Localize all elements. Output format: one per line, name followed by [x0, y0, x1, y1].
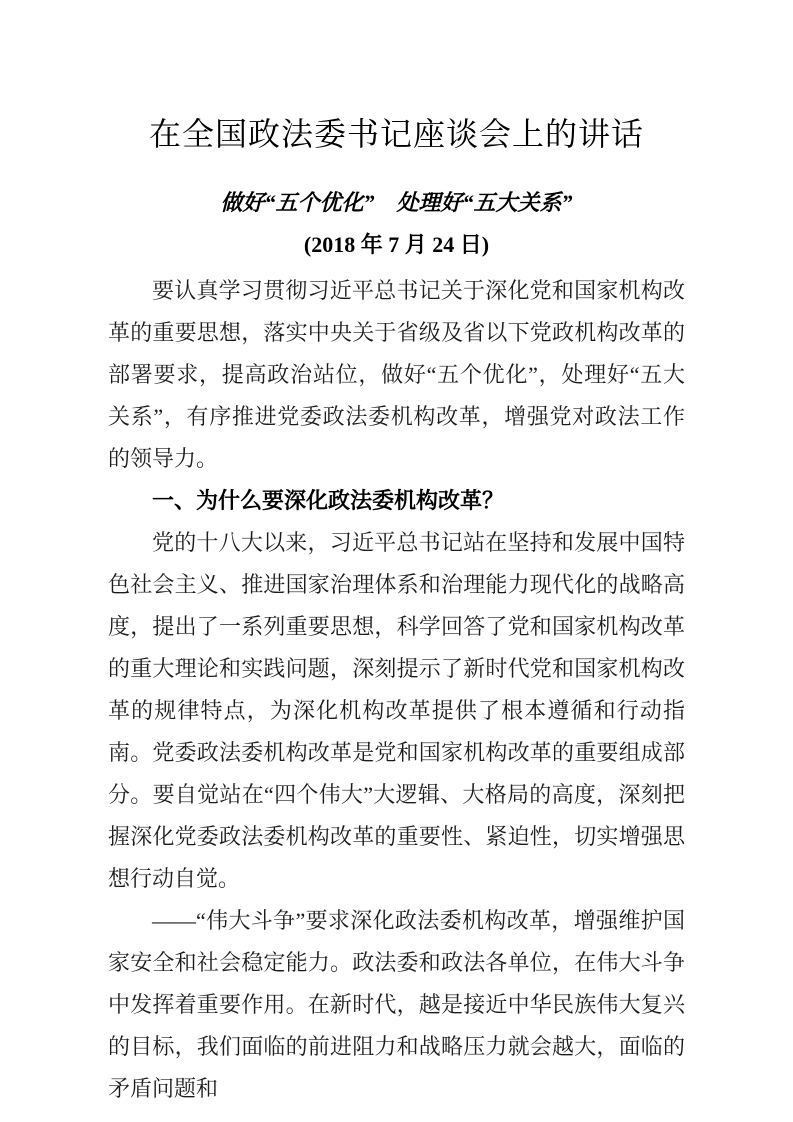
- section-1-heading: 一、为什么要深化政法委机构改革？: [152, 488, 505, 513]
- document-body: [108, 270, 685, 1110]
- intro-paragraph: 要认真学习贯彻习近平总书记关于深化党和国家机构改革的重要思想，落实中央关于省级及省以下党政机构改革的部署要求，提高政治站位，做好“五个优化”，处理好“五大关系”，有序推进党委政法委机构改革，增强党对政法工作的领导力。: [108, 278, 685, 471]
- document-date: (2018 年 7 月 24 日): [303, 232, 490, 257]
- document-title: 在全国政法委书记座谈会上的讲话: [148, 116, 644, 152]
- document-subtitle: 做好“五个优化” 处理好“五大关系”: [220, 190, 573, 215]
- section-1-paragraph-1: 党的十八大以来，习近平总书记站在坚持和发展中国特色社会主义、推进国家治理体系和治理能力现代化的战略高度，提出了一系列重要思想，科学回答了党和国家机构改革的重大理论和实践问题，深刻提示了新时代党和国家机构改革的规律特点，为深化机构改革提供了根本遵循和行动指南。党委政法委机构改革是党和国家机构改革的重要组成部分。要自觉站在“四个伟大”大逻辑、大格局的高度，深刻把握深化党委政法委机构改革的重要性、紧迫性，切实增强思想行动自觉。: [108, 530, 685, 891]
- section-1-paragraph-2: ——“伟大斗争”要求深化政法委机构改革，增强维护国家安全和社会稳定能力。政法委和政法各单位，在伟大斗争中发挥着重要作用。在新时代，越是接近中华民族伟大复兴的目标，我们面临的前进阻力和战略压力就会越大，面临的矛盾问题和: [108, 908, 685, 1101]
